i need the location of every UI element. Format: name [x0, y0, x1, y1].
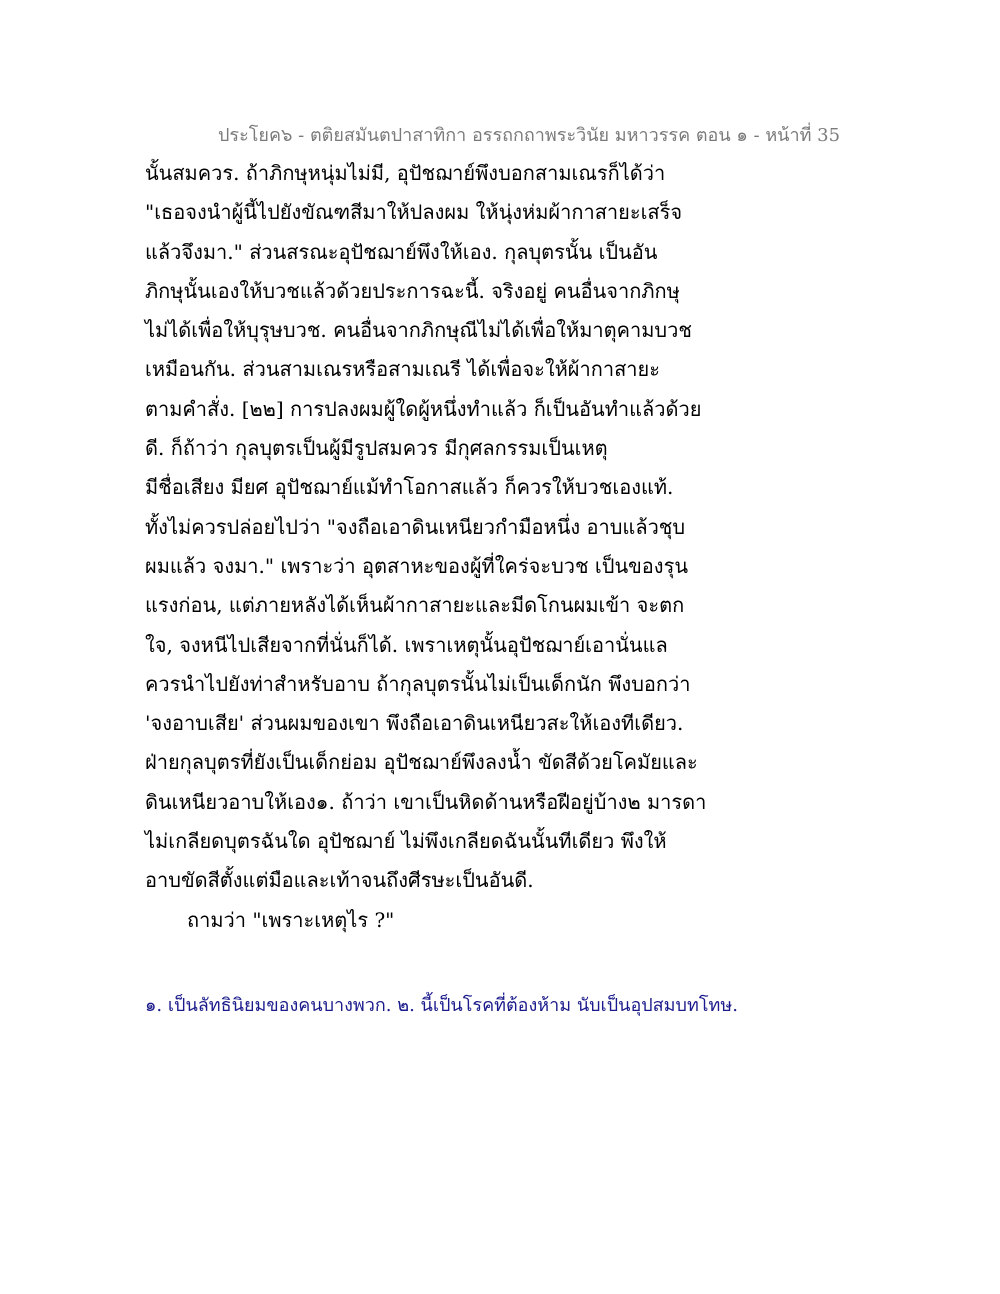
- body-line: "เธอจงนำผู้นี้ไปยังขัณฑสีมาให้ปลงผม ให้นุ่งห่มผ้ากาสายะเสร็จ: [145, 200, 683, 225]
- body-line: ผมแล้ว จงมา." เพราะว่า อุตสาหะของผู้ที่ใคร่จะบวช เป็นของรุน: [145, 553, 688, 578]
- body-line: ดี. ก็ถ้าว่า กุลบุตรเป็นผู้มีรูปสมควร มีกุศลกรรมเป็นเหตุ: [145, 436, 608, 461]
- body-line-indented: ถามว่า "เพราะเหตุไร ?": [187, 907, 395, 932]
- body-line: ตามคำสั่ง. [๒๒] การปลงผมผู้ใดผู้หนึ่งทำแล้ว ก็เป็นอันทำแล้วด้วย: [145, 396, 702, 421]
- body-line: ควรนำไปยังท่าสำหรับอาบ ถ้ากุลบุตรนั้นไม่เป็นเด็กนัก พึงบอกว่า: [145, 671, 691, 696]
- page-header: ประโยค๖ - ตติยสมันตปาสาทิกา อรรถกถาพระวินัย มหาวรรค ตอน ๑ - หน้าที่ 35: [218, 125, 841, 146]
- body-line: ดินเหนียวอาบให้เอง๑. ถ้าว่า เขาเป็นหิดด้านหรือฝีอยู่บ้าง๒ มารดา: [145, 789, 707, 814]
- body-line: แรงก่อน, แต่ภายหลังได้เห็นผ้ากาสายะและมีดโกนผมเข้า จะตก: [145, 593, 685, 618]
- body-line: ภิกษุนั้นเองให้บวชแล้วด้วยประการฉะนี้. จริงอยู่ คนอื่นจากภิกษุ: [145, 278, 680, 303]
- body-line: ไม่ได้เพื่อให้บุรุษบวช. คนอื่นจากภิกษุณีไม่ได้เพื่อให้มาตุคามบวช: [145, 318, 692, 343]
- body-line: ทั้งไม่ควรปล่อยไปว่า "จงถือเอาดินเหนียวกำมือหนึ่ง อาบแล้วชุบ: [145, 514, 686, 539]
- footnote: ๑. เป็นลัทธินิยมของคนบางพวก. ๒. นี้เป็นโรคที่ต้องห้าม นับเป็นอุปสมบทโทษ.: [145, 995, 738, 1016]
- body-line: นั้นสมควร. ถ้าภิกษุหนุ่มไม่มี, อุปัชฌาย์พึงบอกสามเณรก็ได้ว่า: [145, 161, 666, 185]
- body-line: แล้วจึงมา." ส่วนสรณะอุปัชฌาย์พึงให้เอง. กุลบุตรนั้น เป็นอัน: [145, 239, 658, 264]
- body-line: ฝ่ายกุลบุตรที่ยังเป็นเด็กย่อม อุปัชฌาย์พึงลงน้ำ ขัดสีด้วยโคมัยและ: [145, 750, 698, 775]
- body-line: อาบขัดสีตั้งแต่มือและเท้าจนถึงศีรษะเป็นอันดี.: [145, 868, 534, 893]
- body-line: 'จงอาบเสีย' ส่วนผมของเขา พึงถือเอาดินเหนียวสะให้เองทีเดียว.: [145, 711, 684, 736]
- body-line: มีชื่อเสียง มียศ อุปัชฌาย์แม้ทำโอกาสแล้ว ก็ควรให้บวชเองแท้.: [145, 475, 674, 500]
- body-line: ไม่เกลียดบุตรฉันใด อุปัชฌาย์ ไม่พึงเกลียดฉันนั้นทีเดียว พึงให้: [145, 829, 667, 854]
- body-text: [145, 154, 845, 940]
- body-line: เหมือนกัน. ส่วนสามเณรหรือสามเณรี ได้เพื่อจะให้ผ้ากาสายะ: [145, 357, 660, 382]
- body-line: ใจ, จงหนีไปเสียจากที่นั่นก็ได้. เพราเหตุนั้นอุปัชฌาย์เอานั่นแล: [145, 632, 668, 657]
